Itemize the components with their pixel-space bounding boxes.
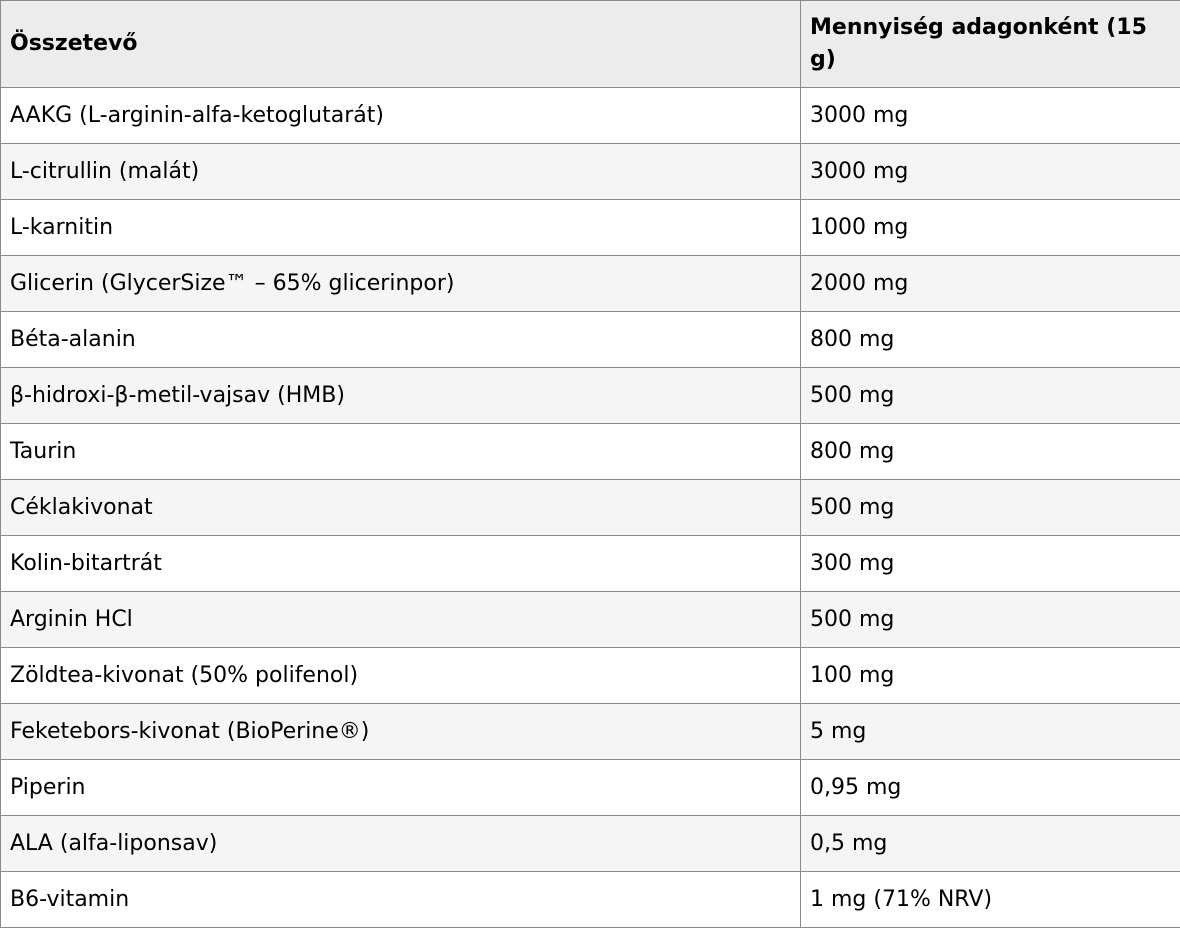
amount-cell: 800 mg <box>801 312 1180 368</box>
ingredient-cell: Zöldtea-kivonat (50% polifenol) <box>1 648 801 704</box>
amount-cell: 0,95 mg <box>801 760 1180 816</box>
ingredient-cell: Arginin HCl <box>1 592 801 648</box>
header-amount: Mennyiség adagonként (15 g) <box>801 1 1180 88</box>
amount-cell: 500 mg <box>801 592 1180 648</box>
ingredient-cell: Glicerin (GlycerSize™ – 65% glicerinpor) <box>1 256 801 312</box>
ingredient-cell: Feketebors-kivonat (BioPerine®) <box>1 704 801 760</box>
ingredient-cell: Taurin <box>1 424 801 480</box>
ingredient-cell: L-citrullin (malát) <box>1 144 801 200</box>
amount-cell: 500 mg <box>801 368 1180 424</box>
table-row <box>1 200 1180 256</box>
table-row <box>1 312 1180 368</box>
table-row <box>1 256 1180 312</box>
amount-cell: 800 mg <box>801 424 1180 480</box>
table-row <box>1 368 1180 424</box>
table-row <box>1 536 1180 592</box>
ingredient-cell: L-karnitin <box>1 200 801 256</box>
table-row <box>1 480 1180 536</box>
ingredient-cell: Kolin-bitartrát <box>1 536 801 592</box>
table-row <box>1 648 1180 704</box>
ingredient-cell: B6-vitamin <box>1 872 801 928</box>
amount-cell: 0,5 mg <box>801 816 1180 872</box>
table-row <box>1 144 1180 200</box>
ingredient-cell: β-hidroxi-β-metil-vajsav (HMB) <box>1 368 801 424</box>
table-row <box>1 872 1180 928</box>
ingredient-cell: ALA (alfa-liponsav) <box>1 816 801 872</box>
table-row <box>1 88 1180 144</box>
table-row <box>1 592 1180 648</box>
amount-cell: 3000 mg <box>801 88 1180 144</box>
table-row <box>1 816 1180 872</box>
ingredient-cell: Béta-alanin <box>1 312 801 368</box>
amount-cell: 100 mg <box>801 648 1180 704</box>
table-body <box>1 88 1180 928</box>
header-ingredient: Összetevő <box>1 1 801 88</box>
amount-cell: 5 mg <box>801 704 1180 760</box>
amount-cell: 300 mg <box>801 536 1180 592</box>
amount-cell: 1 mg (71% NRV) <box>801 872 1180 928</box>
table-row <box>1 704 1180 760</box>
amount-cell: 2000 mg <box>801 256 1180 312</box>
ingredient-cell: Céklakivonat <box>1 480 801 536</box>
table-header <box>1 1 1180 88</box>
amount-cell: 3000 mg <box>801 144 1180 200</box>
ingredient-cell: Piperin <box>1 760 801 816</box>
amount-cell: 500 mg <box>801 480 1180 536</box>
amount-cell: 1000 mg <box>801 200 1180 256</box>
table-row <box>1 424 1180 480</box>
ingredient-cell: AAKG (L-arginin-alfa-ketoglutarát) <box>1 88 801 144</box>
header-row <box>1 1 1180 88</box>
table-row <box>1 760 1180 816</box>
